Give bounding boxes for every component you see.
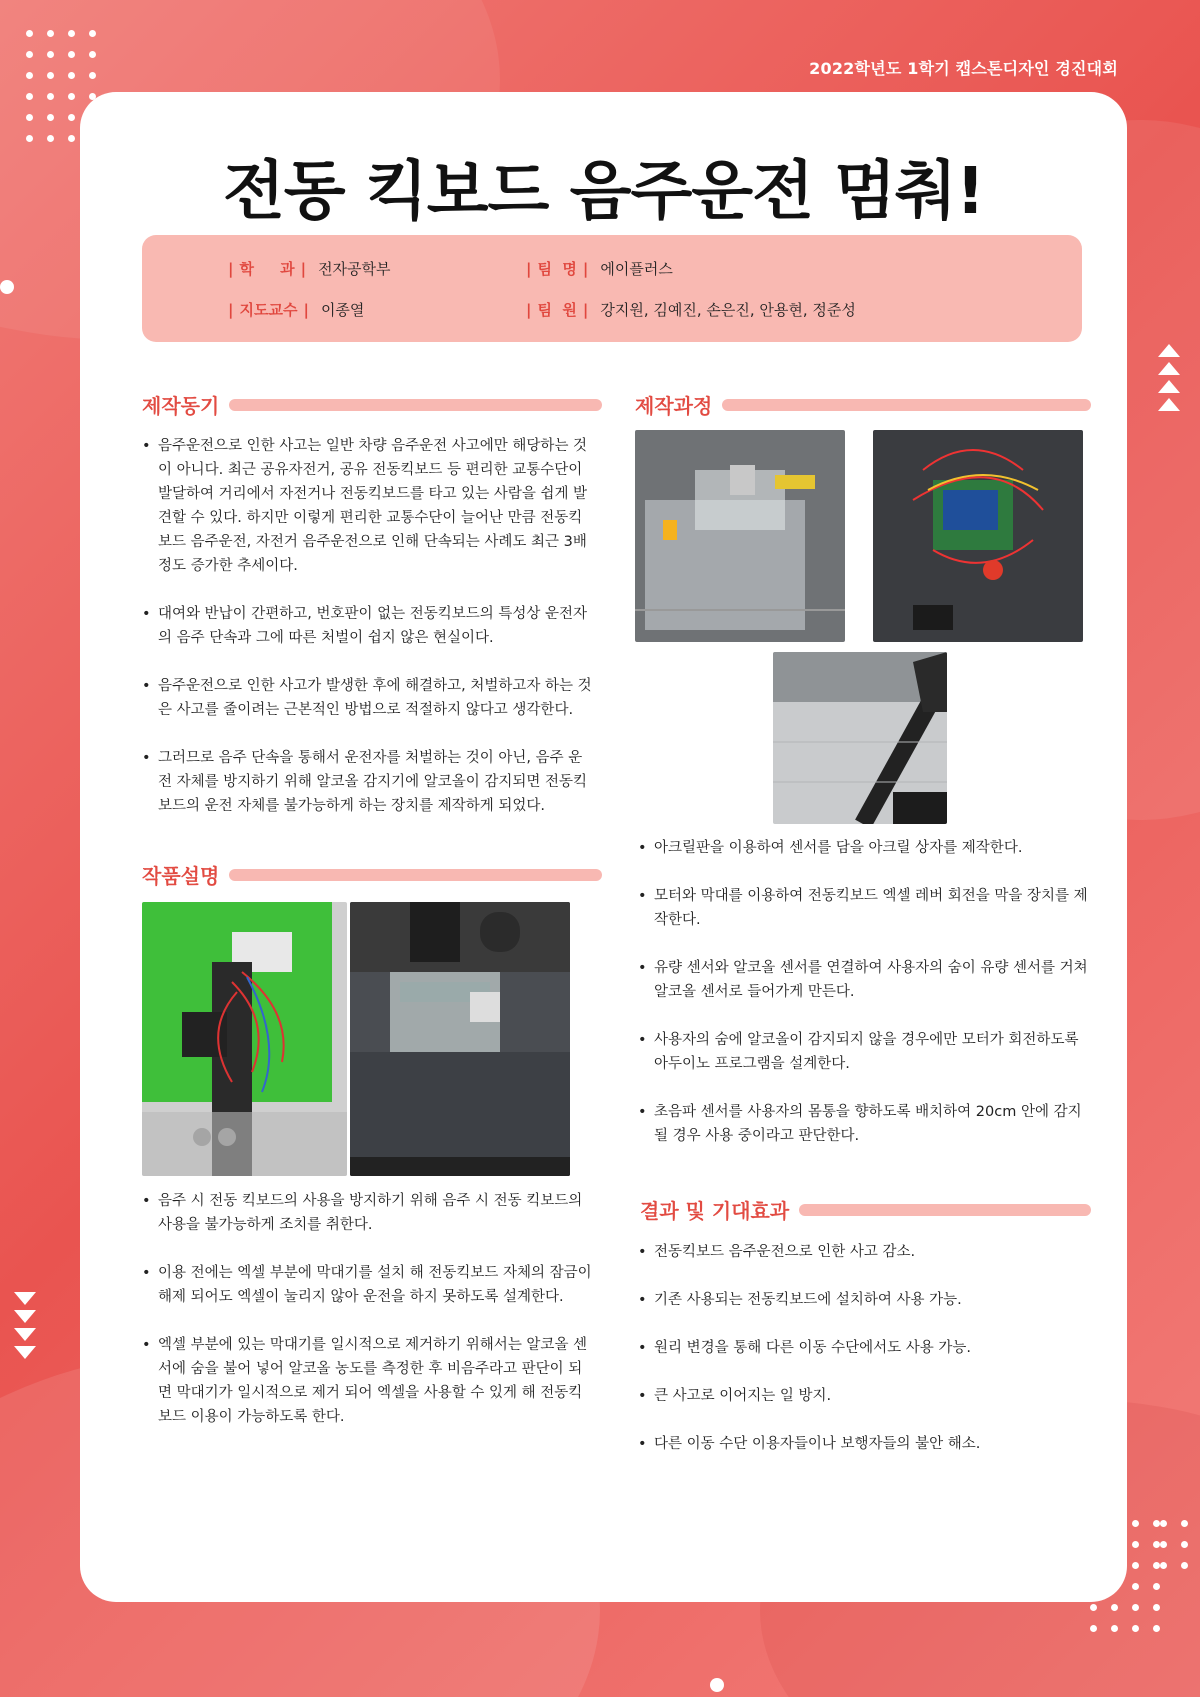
poster-card (80, 92, 1127, 1602)
description-list (142, 1189, 592, 1453)
list-item: • 엑셀 부분에 있는 막대기를 일시적으로 제거하기 위해서는 알코올 센서에 숨을 불어 넣어 알코올 농도를 측정한 후 비음주라고 판단이 되면 막대기가 일시적으로 제거 되어 엑셀을 사용할 수 있게 해 전동킥보드 이용이 가능하도록 한다. (142, 1333, 592, 1429)
list-item: • 다른 이동 수단 이용자들이나 보행자들의 불안 해소. (638, 1432, 1088, 1456)
dept-value: 전자공학부 (318, 260, 391, 278)
circle-left (0, 280, 14, 294)
event-title: 2022학년도 1학기 캡스톤디자인 경진대회 (809, 59, 1118, 78)
list-item: • 전동킥보드 음주운전으로 인한 사고 감소. (638, 1240, 1088, 1264)
team-label: 팀 명 (537, 260, 577, 278)
photo-acrylic-box (635, 430, 845, 642)
motivation-heading (142, 390, 602, 419)
info-members: | 팀 원 | 강지원, 김예진, 손은진, 안용현, 정준성 (526, 301, 856, 319)
dot-pattern-right (1160, 1520, 1188, 1569)
info-team: | 팀 명 | 에이플러스 (526, 260, 673, 278)
list-item: • 기존 사용되는 전동킥보드에 설치하여 사용 가능. (638, 1288, 1088, 1312)
advisor-value: 이종열 (320, 301, 365, 319)
list-item: • 음주 시 전동 킥보드의 사용을 방지하기 위해 음주 시 전동 킥보드의 사용을 불가능하게 조치를 취한다. (142, 1189, 592, 1237)
list-item: • 음주운전으로 인한 사고가 발생한 후에 해결하고, 처벌하고자 하는 것은 사고를 줄이려는 근본적인 방법으로 적절하지 않다고 생각한다. (142, 674, 592, 722)
circle-bottom (710, 1678, 724, 1692)
triangle-up-icon (1158, 344, 1180, 357)
triangle-up-icon (1158, 362, 1180, 375)
list-item: • 이용 전에는 엑셀 부분에 막대기를 설치 해 전동킥보드 자체의 잠금이 해제 되어도 엑셀이 눌리지 않아 운전을 하지 못하도록 설계한다. (142, 1261, 592, 1309)
list-item: • 초음파 센서를 사용자의 몸통을 향하도록 배치하여 20cm 안에 감지 될 경우 사용 중이라고 판단한다. (638, 1100, 1088, 1148)
process-list (638, 836, 1088, 1172)
list-item: • 아크릴판을 이용하여 센서를 담을 아크릴 상자를 제작한다. (638, 836, 1088, 860)
heading-bar (722, 399, 1091, 411)
motivation-heading-text: 제작동기 (142, 394, 220, 418)
info-advisor: | 지도교수 | 이종열 (228, 301, 365, 319)
triangle-down-icon (14, 1346, 36, 1359)
list-item: • 대여와 반납이 간편하고, 번호판이 없는 전동킥보드의 특성상 운전자의 음주 단속과 그에 따른 처벌이 쉽지 않은 현실이다. (142, 602, 592, 650)
motivation-list (142, 434, 592, 842)
list-item: • 모터와 막대를 이용하여 전동킥보드 엑셀 레버 회전을 막을 장치를 제작한다. (638, 884, 1088, 932)
list-item: • 원리 변경을 통해 다른 이동 수단에서도 사용 가능. (638, 1336, 1088, 1360)
list-item: • 그러므로 음주 단속을 통해서 운전자를 처벌하는 것이 아닌, 음주 운전 자체를 방지하기 위해 알코올 감지기에 알코올이 감지되면 전동킥보드의 운전 자체를 불가능하게 하는 장치를 제작하게 되었다. (142, 746, 592, 818)
poster-title: 전동 킥보드 음주운전 멈춰! (222, 155, 985, 229)
info-dept: | 학 과 | 전자공학부 (228, 260, 391, 278)
triangle-up-icon (1158, 380, 1180, 393)
team-value: 에이플러스 (600, 260, 673, 278)
heading-bar (799, 1204, 1091, 1216)
photo-scooter-installed (773, 652, 947, 824)
heading-bar (229, 869, 602, 881)
triangle-up-icon (1158, 398, 1180, 411)
triangle-down-icon (14, 1292, 36, 1305)
list-item: • 유량 센서와 알코올 센서를 연결하여 사용자의 숨이 유량 센서를 거쳐 알코올 센서로 들어가게 만든다. (638, 956, 1088, 1004)
photo-device-motor-stick (350, 902, 570, 1176)
members-value: 강지원, 김예진, 손은진, 안용현, 정준성 (600, 301, 856, 319)
list-item: • 큰 사고로 이어지는 일 방지. (638, 1384, 1088, 1408)
results-heading-text: 결과 및 기대효과 (640, 1199, 790, 1223)
info-box (142, 235, 1082, 342)
process-heading (635, 390, 1091, 419)
list-item: • 사용자의 숨에 알코올이 감지되지 않을 경우에만 모터가 회전하도록 아두이노 프로그램을 설계한다. (638, 1028, 1088, 1076)
description-heading-text: 작품설명 (142, 864, 220, 888)
advisor-label: 지도교수 (239, 301, 298, 319)
triangle-down-icon (14, 1310, 36, 1323)
dept-label: 학 과 (239, 260, 295, 278)
triangle-down-icon (14, 1328, 36, 1341)
heading-bar (229, 399, 602, 411)
photo-arduino-wiring (873, 430, 1083, 642)
results-list (638, 1240, 1088, 1480)
process-heading-text: 제작과정 (635, 394, 713, 418)
list-item: • 음주운전으로 인한 사고는 일반 차량 음주운전 사고에만 해당하는 것이 아니다. 최근 공유자전거, 공유 전동킥보드 등 편리한 교통수단이 발달하여 거리에서 자전거나 전동킥보드를 타고 있는 사람을 쉽게 발견할 수 있다. 하지만 이렇게 편리한 교통수단이 늘어난 만큼 전동킥보드 음주운전, 자전거 음주운전으로 인해 단속되는 사례도 최근 3배 정도 증가한 추세이다. (142, 434, 592, 578)
description-heading (142, 860, 602, 889)
results-heading (640, 1195, 1091, 1224)
photo-device-green-box (142, 902, 347, 1176)
members-label: 팀 원 (537, 301, 577, 319)
